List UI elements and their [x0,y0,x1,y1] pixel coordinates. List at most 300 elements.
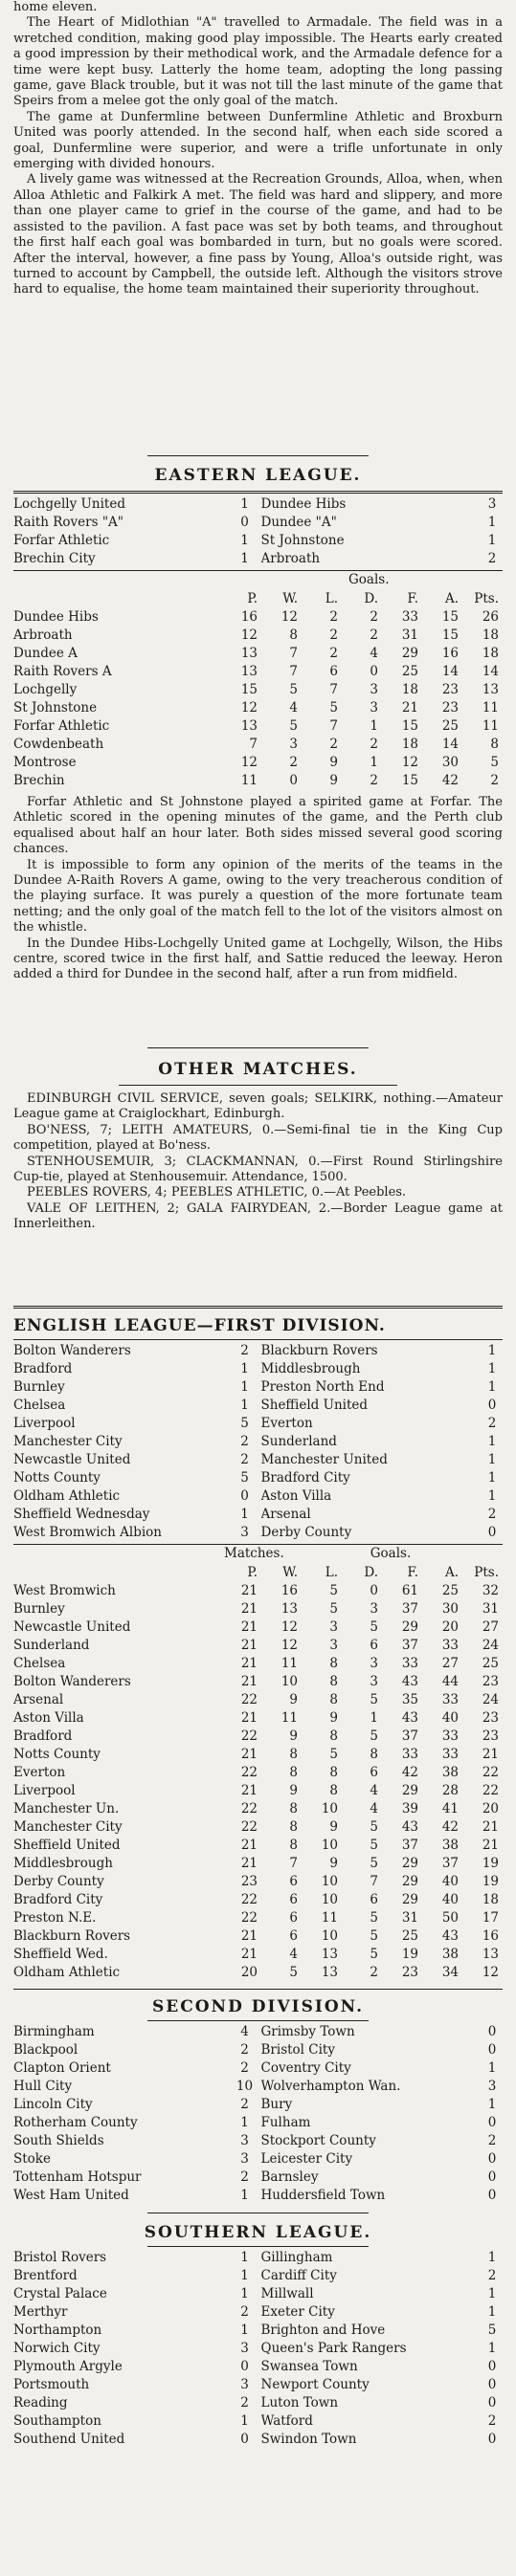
stat-cell: 23 [441,699,459,716]
stat-cell: 2 [329,608,338,625]
home-score: 1 [240,2250,249,2265]
result-row [13,1397,503,1415]
stat-cell: 13 [482,681,499,697]
stat-cell: 0 [370,1582,378,1598]
stat-cell: 10 [321,1891,338,1907]
stat-cell: 5 [370,1818,378,1835]
home-score: 1 [240,2188,249,2203]
column-header: A. [444,590,459,606]
home-team: Lincoln City [13,2097,93,2112]
home-team: Tottenham Hotspur [13,2169,142,2185]
table-row [13,753,503,771]
report-paragraph: It is impossible to form any opinion of the merits of the teams in the Dundee A-Raith Rovers A game, owing to the very treacherous condition of the playing surface. It was purely a question of the more fortunate team netting; and the only goal of the match fell to the lot of the visitors almost on the whistle. [13,857,503,936]
stat-cell: 18 [401,681,418,697]
stat-cell: 16 [482,1927,499,1944]
away-team: Dundee Hibs [260,496,347,512]
stat-cell: 21 [240,1600,258,1617]
stat-cell: 8 [329,1655,338,1671]
stat-cell: 0 [370,663,378,679]
table-row [13,644,503,662]
home-team: Southend United [13,2432,125,2447]
home-team: Crystal Palace [13,2286,107,2301]
home-team: Merthyr [13,2304,68,2320]
home-score: 1 [240,1398,249,1413]
team-name: Dundee A [13,645,78,661]
stat-cell: 30 [441,754,459,770]
stat-cell: 13 [240,663,258,679]
table-row [13,626,503,644]
team-name: Newcastle United [13,1618,131,1635]
result-row [13,2412,503,2431]
result-row [13,2041,503,2059]
stat-cell: 12 [401,754,418,770]
home-score: 10 [236,2079,254,2094]
stat-cell: 1 [370,754,378,770]
away-team: Manchester United [260,1452,388,1467]
result-row [13,2078,503,2096]
home-team: Sheffield Wednesday [13,1507,150,1522]
away-score: 0 [487,2151,497,2167]
away-team: Brighton and Hove [260,2323,386,2338]
stat-cell: 8 [370,1746,378,1762]
table-row [13,1708,503,1727]
stat-cell: 9 [329,1709,338,1726]
stat-cell: 15 [240,681,258,697]
stat-cell: 5 [370,1855,378,1871]
stat-cell: 23 [482,1673,499,1689]
away-score: 2 [487,551,497,566]
report-paragraph: The Heart of Midlothian "A" travelled to Armadale. The field was in a wretched condition, making good play impossible. The Hearts early created a good impression by their methodical work, and the Armadale defence for a time were kept busy. Latterly the home team, adopting the long passing game, gave Black trouble, but it was not till the last minute of the game that Speirs from a melee got the only goal of the match. [13,15,503,109]
stat-cell: 7 [329,717,338,734]
team-name: Burnley [13,1600,65,1617]
home-team: Plymouth Argyle [13,2359,123,2374]
stat-cell: 11 [280,1655,298,1671]
away-score: 1 [487,2060,497,2076]
team-name: Brechin [13,772,65,788]
away-score: 1 [487,515,497,530]
team-name: Bradford City [13,1891,103,1907]
result-row [13,1524,503,1542]
home-team: Brechin City [13,551,96,566]
away-team: Dundee "A" [260,515,337,530]
stat-cell: 38 [441,1764,459,1780]
table-row [13,1763,503,1781]
stat-cell: 5 [370,1618,378,1635]
report-paragraph: The game at Dunfermline between Dunfermline Athletic and Broxburn United was poorly attended. In the second half, when each side scored a goal, Dunfermline were superior, and were a trifle unfortunate in only emerging with divided honours. [13,109,503,172]
stat-cell: 30 [441,1600,459,1617]
stat-cell: 19 [482,1855,499,1871]
stat-cell: 0 [289,772,298,788]
home-score: 3 [240,2133,249,2148]
away-score: 1 [487,2304,497,2320]
stat-cell: 4 [370,1800,378,1816]
stat-cell: 10 [321,1927,338,1944]
home-team: Chelsea [13,1398,66,1413]
stat-cell: 33 [441,1637,459,1653]
section-heading: SECOND DIVISION. [151,1997,365,2016]
stat-cell: 14 [441,736,459,752]
team-name: Manchester City [13,1818,123,1835]
home-team: West Ham United [13,2188,129,2203]
table-row [13,1799,503,1817]
stat-cell: 8 [490,736,499,752]
stat-cell: 23 [441,681,459,697]
stat-cell: 37 [401,1600,418,1617]
results-list [13,1342,503,1542]
stat-cell: 21 [240,1746,258,1762]
stat-cell: 6 [370,1891,378,1907]
team-name: Derby County [13,1873,104,1889]
stat-cell: 42 [401,1764,418,1780]
team-name: Lochgelly [13,681,78,697]
home-score: 1 [240,533,249,548]
team-name: Everton [13,1764,66,1780]
stat-cell: 29 [401,1855,418,1871]
result-row [13,2132,503,2150]
stat-cell: 8 [289,1746,298,1762]
home-team: Forfar Athletic [13,533,110,548]
stat-cell: 16 [240,608,258,625]
stat-cell: 26 [482,608,499,625]
stat-cell: 21 [482,1746,499,1762]
stat-cell: 22 [240,1818,258,1835]
home-team: Liverpool [13,1416,76,1431]
stat-cell: 8 [289,1837,298,1853]
stat-cell: 19 [482,1873,499,1889]
result-row [13,532,503,550]
stat-cell: 21 [240,1673,258,1689]
stat-cell: 13 [240,645,258,661]
home-score: 1 [240,2286,249,2301]
stat-cell: 22 [240,1764,258,1780]
team-name: Raith Rovers A [13,663,112,679]
stat-cell: 8 [329,1782,338,1798]
stat-cell: 37 [401,1728,418,1744]
section-heading: SOUTHERN LEAGUE. [144,2223,372,2242]
away-score: 0 [487,2115,497,2130]
stat-cell: 5 [490,754,499,770]
team-name: Notts County [13,1746,101,1762]
divider [13,491,503,494]
away-score: 2 [487,1507,497,1522]
stat-cell: 15 [401,717,418,734]
stat-cell: 2 [370,1964,378,1980]
stat-cell: 5 [370,1837,378,1853]
top-report [13,0,503,448]
away-team: Bradford City [260,1470,350,1486]
home-score: 2 [240,1434,249,1449]
away-team: Queen's Park Rangers [260,2341,407,2356]
home-score: 2 [240,2097,249,2112]
result-row [13,2340,503,2358]
table-row [13,1963,503,1981]
stat-cell: 21 [240,1655,258,1671]
column-header: D. [364,1564,378,1580]
away-score: 1 [487,1452,497,1467]
stat-cell: 6 [289,1873,298,1889]
stat-cell: 43 [441,1927,459,1944]
stat-cell: 6 [289,1891,298,1907]
away-team: Watford [260,2413,313,2429]
stat-cell: 31 [482,1600,499,1617]
table-row [13,1727,503,1745]
away-score: 1 [487,533,497,548]
stat-cell: 18 [482,645,499,661]
stat-cell: 21 [240,1618,258,1635]
stat-cell: 28 [441,1782,459,1798]
divider [147,2020,369,2021]
table-row [13,1581,503,1599]
away-team: Coventry City [260,2060,351,2076]
away-team: Exeter City [260,2304,335,2320]
stat-cell: 43 [401,1673,418,1689]
stat-cell: 2 [490,772,499,788]
stat-cell: 8 [329,1728,338,1744]
stat-cell: 25 [401,663,418,679]
stat-cell: 9 [329,1855,338,1871]
stat-cell: 12 [240,699,258,716]
stat-cell: 4 [370,645,378,661]
home-team: Norwich City [13,2341,101,2356]
table-row [13,1654,503,1672]
result-row [13,1451,503,1469]
away-score: 1 [487,2341,497,2356]
team-name: Oldham Athletic [13,1964,121,1980]
result-row [13,1433,503,1451]
result-row [13,1378,503,1397]
team-name: Chelsea [13,1655,66,1671]
column-header: Pts. [474,590,499,606]
stat-cell: 5 [370,1927,378,1944]
stat-cell: 43 [401,1709,418,1726]
stat-cell: 43 [401,1818,418,1835]
table-row [13,1745,503,1763]
table-row [13,1926,503,1945]
match-item: VALE OF LEITHEN, 2; GALA FAIRYDEAN, 2.—Border League game at Innerleithen. [13,1200,503,1232]
stat-cell: 29 [401,1782,418,1798]
team-name: West Bromwich [13,1582,116,1598]
stat-cell: 5 [370,1946,378,1962]
column-header: F. [407,1564,418,1580]
away-score: 0 [487,1398,497,1413]
home-score: 2 [240,2042,249,2058]
stat-cell: 6 [370,1637,378,1653]
stat-cell: 61 [401,1582,418,1598]
eastern-league-section [13,466,503,1038]
stat-cell: 11 [321,1909,338,1926]
column-header: L. [325,1564,338,1580]
stat-cell: 33 [401,1655,418,1671]
stat-cell: 16 [441,645,459,661]
result-row [13,2431,503,2449]
stat-cell: 4 [289,1946,298,1962]
team-name: Manchester Un. [13,1800,120,1816]
team-name: Sheffield United [13,1837,121,1853]
result-row [13,2303,503,2322]
result-row [13,1342,503,1360]
stat-cell: 2 [370,736,378,752]
stat-cell: 8 [289,1800,298,1816]
away-team: Leicester City [260,2151,353,2167]
stat-cell: 25 [401,1927,418,1944]
stat-cell: 21 [482,1818,499,1835]
team-name: Preston N.E. [13,1909,97,1926]
stat-cell: 7 [289,1855,298,1871]
away-score: 1 [487,2286,497,2301]
away-score: 0 [487,1525,497,1540]
result-row [13,1360,503,1378]
home-team: Burnley [13,1379,65,1395]
stat-cell: 14 [482,663,499,679]
stat-cell: 41 [441,1800,459,1816]
home-team: Stoke [13,2151,51,2167]
result-row [13,1415,503,1433]
stat-cell: 33 [401,1746,418,1762]
stat-cell: 7 [329,681,338,697]
result-row [13,2322,503,2340]
stat-cell: 3 [370,699,378,716]
away-team: Aston Villa [260,1488,332,1504]
divider [147,2246,369,2247]
result-row [13,2376,503,2394]
stat-cell: 23 [482,1709,499,1726]
stat-cell: 3 [289,736,298,752]
away-score: 2 [487,2413,497,2429]
home-team: Lochgelly United [13,496,125,512]
table-header-row [13,589,503,607]
stat-cell: 13 [280,1600,298,1617]
home-team: Northampton [13,2323,102,2338]
team-name: Bradford [13,1728,73,1744]
result-row [13,2114,503,2132]
stat-cell: 15 [441,608,459,625]
match-item: EDINBURGH CIVIL SERVICE, seven goals; SELKIRK, nothing.—Amateur League game at Craiglockhart, Edinburgh. [13,1091,503,1122]
stat-cell: 22 [240,1691,258,1707]
stat-cell: 35 [401,1691,418,1707]
match-item: BO'NESS, 7; LEITH AMATEURS, 0.—Semi-final tie in the King Cup competition, played at Bo'ness. [13,1122,503,1154]
away-team: Grimsby Town [260,2024,355,2039]
stat-cell: 20 [240,1964,258,1980]
stat-cell: 3 [329,1618,338,1635]
divider [119,1085,397,1086]
stat-cell: 13 [321,1946,338,1962]
stat-cell: 9 [329,1818,338,1835]
home-score: 3 [240,2341,249,2356]
stat-cell: 8 [289,1818,298,1835]
stat-cell: 22 [482,1764,499,1780]
home-score: 0 [240,2432,249,2447]
home-score: 2 [240,2304,249,2320]
league-table [13,1563,503,1981]
home-score: 1 [240,2115,249,2130]
home-score: 1 [240,496,249,512]
stat-cell: 37 [441,1855,459,1871]
divider [147,455,369,456]
table-row [13,716,503,735]
stat-cell: 6 [370,1764,378,1780]
away-team: Arsenal [260,1507,311,1522]
stat-cell: 38 [441,1946,459,1962]
stat-cell: 2 [370,608,378,625]
stat-cell: 5 [370,1728,378,1744]
stat-cell: 10 [321,1873,338,1889]
matches-caption: Matches. [224,1546,284,1561]
stat-cell: 15 [401,772,418,788]
other-matches-section [13,1060,503,1300]
table-row [13,735,503,753]
home-team: Clapton Orient [13,2060,111,2076]
stat-cell: 21 [240,1927,258,1944]
home-score: 5 [240,1416,249,1431]
home-team: Manchester City [13,1434,123,1449]
team-name: Sunderland [13,1637,90,1653]
result-row [13,2187,503,2205]
stat-cell: 12 [240,627,258,643]
section-heading: OTHER MATCHES. [158,1060,358,1079]
home-score: 2 [240,1452,249,1467]
stat-cell: 6 [289,1927,298,1944]
stat-cell: 18 [401,736,418,752]
home-team: Oldham Athletic [13,1488,121,1504]
stat-cell: 7 [370,1873,378,1889]
home-team: Notts County [13,1470,101,1486]
home-team: Portsmouth [13,2377,90,2392]
eastern-report [13,795,503,1038]
away-team: Stockport County [260,2133,376,2148]
away-team: Bury [260,2097,293,2112]
result-row [13,2169,503,2187]
stat-cell: 25 [441,1582,459,1598]
stat-cell: 8 [329,1764,338,1780]
stat-cell: 1 [370,1709,378,1726]
english-first-division-section [13,1316,503,1981]
stat-cell: 22 [240,1800,258,1816]
result-row [13,2096,503,2114]
stat-cell: 20 [482,1800,499,1816]
stat-cell: 2 [289,754,298,770]
table-row [13,1945,503,1963]
divider [13,1989,503,1990]
stat-cell: 15 [441,627,459,643]
team-name: Liverpool [13,1782,76,1798]
stat-cell: 1 [370,717,378,734]
column-header: L. [325,590,338,606]
stat-cell: 21 [401,699,418,716]
stat-cell: 13 [482,1946,499,1962]
stat-cell: 18 [482,1891,499,1907]
divider [147,1047,369,1048]
stat-cell: 33 [441,1691,459,1707]
column-header: D. [364,590,378,606]
away-team: Derby County [260,1525,352,1540]
home-score: 3 [240,1525,249,1540]
report-paragraph: home eleven. [13,0,98,14]
stat-cell: 2 [370,627,378,643]
home-team: Newcastle United [13,1452,131,1467]
team-name: Dundee Hibs [13,608,99,625]
away-team: Cardiff City [260,2268,337,2283]
stat-cell: 21 [240,1837,258,1853]
stat-cell: 21 [240,1637,258,1653]
stat-cell: 39 [401,1800,418,1816]
stat-cell: 44 [441,1673,459,1689]
team-name: Arbroath [13,627,73,643]
stat-cell: 25 [482,1655,499,1671]
away-score: 3 [487,496,497,512]
stat-cell: 11 [482,717,499,734]
stat-cell: 22 [240,1728,258,1744]
result-row [13,2394,503,2412]
